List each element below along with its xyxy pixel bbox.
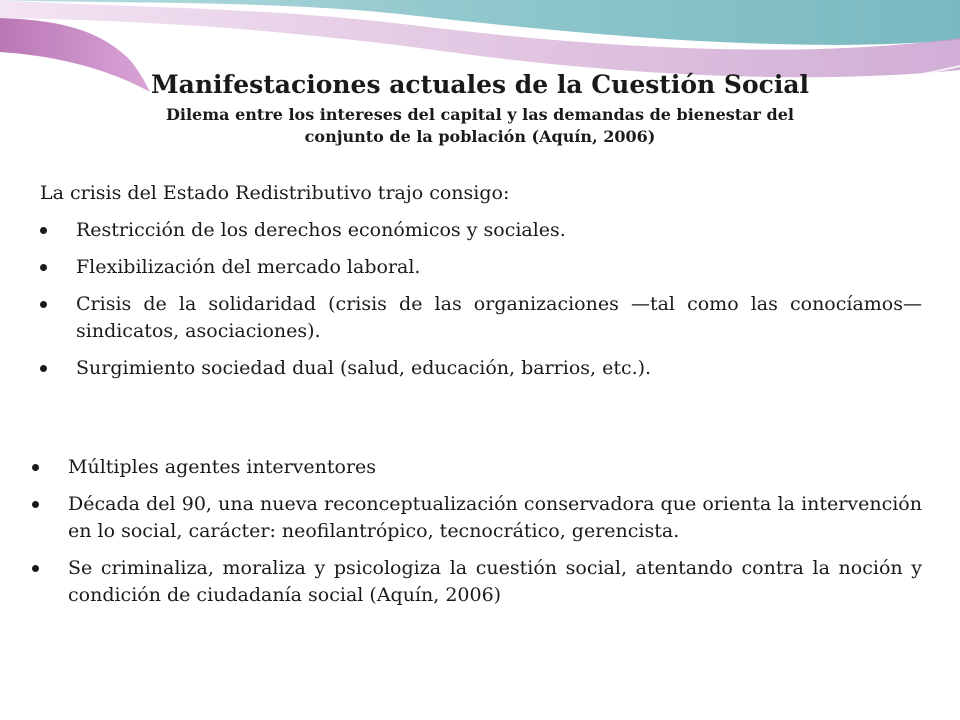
bullet-icon xyxy=(40,365,47,372)
intro-text: La crisis del Estado Redistributivo trajo consigo: xyxy=(40,182,510,204)
list-item-text: Surgimiento sociedad dual (salud, educación, barrios, etc.). xyxy=(76,357,652,379)
bottom-bullet-list xyxy=(32,454,922,609)
list-item xyxy=(40,254,922,281)
bullet-icon xyxy=(40,301,47,308)
list-item-text: Se criminaliza, moraliza y psicologiza la cuestión social, atentando contra la noción y condición de ciudadanía social (Aquín, 2006) xyxy=(68,557,922,606)
list-item xyxy=(32,454,922,481)
list-item xyxy=(40,291,922,345)
list-item xyxy=(40,355,922,382)
bottom-content xyxy=(32,454,922,619)
bullet-icon xyxy=(32,501,39,508)
list-item xyxy=(40,217,922,244)
top-content xyxy=(40,180,922,392)
list-item-text: Flexibilización del mercado laboral. xyxy=(76,256,421,278)
list-item xyxy=(32,491,922,545)
subtitle-line-2: conjunto de la población (Aquín, 2006) xyxy=(304,127,656,146)
slide-title: Manifestaciones actuales de la Cuestión Social xyxy=(150,70,810,99)
list-item-text: Múltiples agentes interventores xyxy=(68,456,377,478)
bullet-icon xyxy=(32,464,39,471)
list-item xyxy=(32,555,922,609)
top-bullet-list xyxy=(40,217,922,382)
slide-subtitle xyxy=(60,104,900,148)
bullet-icon xyxy=(40,227,47,234)
bullet-icon xyxy=(40,264,47,271)
subtitle-line-1: Dilema entre los intereses del capital y las demandas de bienestar del xyxy=(166,105,794,124)
title-block xyxy=(60,70,900,148)
list-item-text: Crisis de la solidaridad (crisis de las organizaciones —tal como las conocíamos—sindicatos, asociaciones). xyxy=(76,293,922,342)
list-item-text: Década del 90, una nueva reconceptualización conservadora que orienta la intervención en lo social, carácter: neofilantrópico, tecnocrático, gerencista. xyxy=(68,493,922,542)
bullet-icon xyxy=(32,565,39,572)
list-item-text: Restricción de los derechos económicos y sociales. xyxy=(76,219,566,241)
